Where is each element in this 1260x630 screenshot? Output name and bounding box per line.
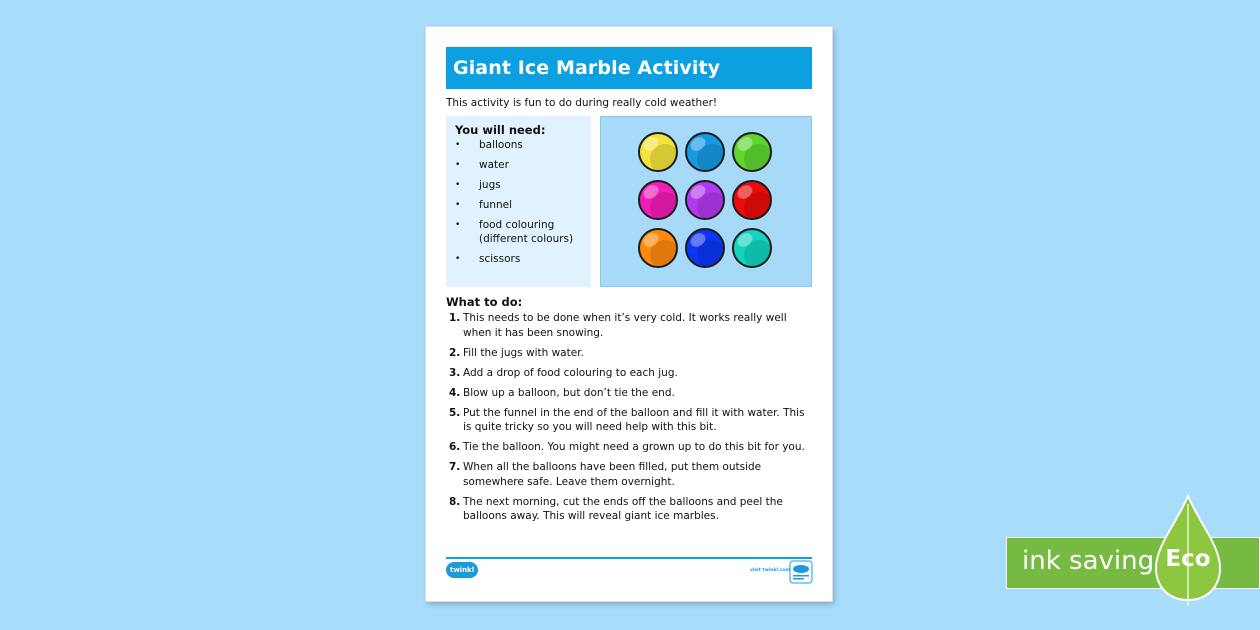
you-will-need-box — [446, 116, 591, 287]
marble-pink — [638, 180, 678, 220]
list-item: • food colouring (different colours) — [446, 218, 584, 246]
list-item — [446, 346, 806, 361]
eco-drop-badge — [1148, 494, 1228, 608]
ice-marbles-illustration — [600, 116, 812, 287]
step-number: 2. — [449, 346, 461, 359]
list-item: • jugs — [446, 178, 584, 192]
step-number: 8. — [449, 495, 461, 508]
title-bar — [446, 47, 812, 89]
footer-url: visit twinkl.com — [750, 568, 791, 573]
you-will-need-heading: You will need: — [455, 123, 546, 137]
step-number: 5. — [449, 406, 461, 419]
list-item — [446, 406, 806, 435]
marble-purple — [685, 180, 725, 220]
list-item: • balloons — [446, 138, 584, 152]
step-number: 3. — [449, 366, 461, 379]
list-item — [446, 311, 806, 340]
what-to-do-heading: What to do: — [446, 295, 523, 309]
twinkl-logo: twinkl — [446, 562, 478, 578]
step-text: Blow up a balloon, but don’t tie the end. — [463, 386, 675, 399]
eco-label: Eco — [1165, 546, 1211, 572]
step-text: The next morning, cut the ends off the balloons and peel the balloons away. This will reveal giant ice marbles. — [463, 495, 783, 522]
marble-teal — [732, 228, 772, 268]
worksheet-title: Giant Ice Marble Activity — [453, 57, 721, 79]
step-text: Tie the balloon. You might need a grown up to do this bit for you. — [463, 441, 805, 453]
materials-list — [446, 138, 584, 272]
marble-yellow — [638, 132, 678, 172]
intro-text: This activity is fun to do during really cold weather! — [446, 97, 718, 109]
list-item — [446, 440, 806, 455]
step-number: 6. — [449, 441, 461, 453]
step-text: Add a drop of food colouring to each jug. — [463, 366, 678, 379]
list-item — [446, 460, 806, 489]
list-item — [446, 366, 806, 381]
list-item: • water — [446, 158, 584, 172]
list-item — [446, 495, 806, 524]
step-text: This needs to be done when it’s very cold. It works really well when it has been snowing. — [463, 312, 787, 339]
list-item: • scissors — [446, 252, 584, 266]
step-text: Put the funnel in the end of the balloon and fill it with water. This is quite tricky so you will need help with this bit. — [463, 406, 805, 433]
marble-blue — [685, 228, 725, 268]
twinkl-badge-icon — [789, 560, 813, 584]
list-item: • funnel — [446, 198, 584, 212]
ink-saving-label: ink saving — [1022, 546, 1155, 576]
step-text: Fill the jugs with water. — [463, 346, 584, 359]
marble-orange — [638, 228, 678, 268]
step-number: 1. — [449, 312, 461, 324]
marble-green — [732, 132, 772, 172]
step-number: 4. — [449, 386, 461, 399]
marble-light-blue — [685, 132, 725, 172]
steps-list — [446, 311, 806, 529]
marble-red — [732, 180, 772, 220]
marble-grid — [638, 132, 774, 270]
step-number: 7. — [449, 461, 461, 473]
step-text: When all the balloons have been filled, put them outside somewhere safe. Leave them overnight. — [463, 461, 762, 488]
list-item — [446, 386, 806, 401]
worksheet — [426, 27, 832, 601]
footer-divider — [446, 557, 812, 559]
